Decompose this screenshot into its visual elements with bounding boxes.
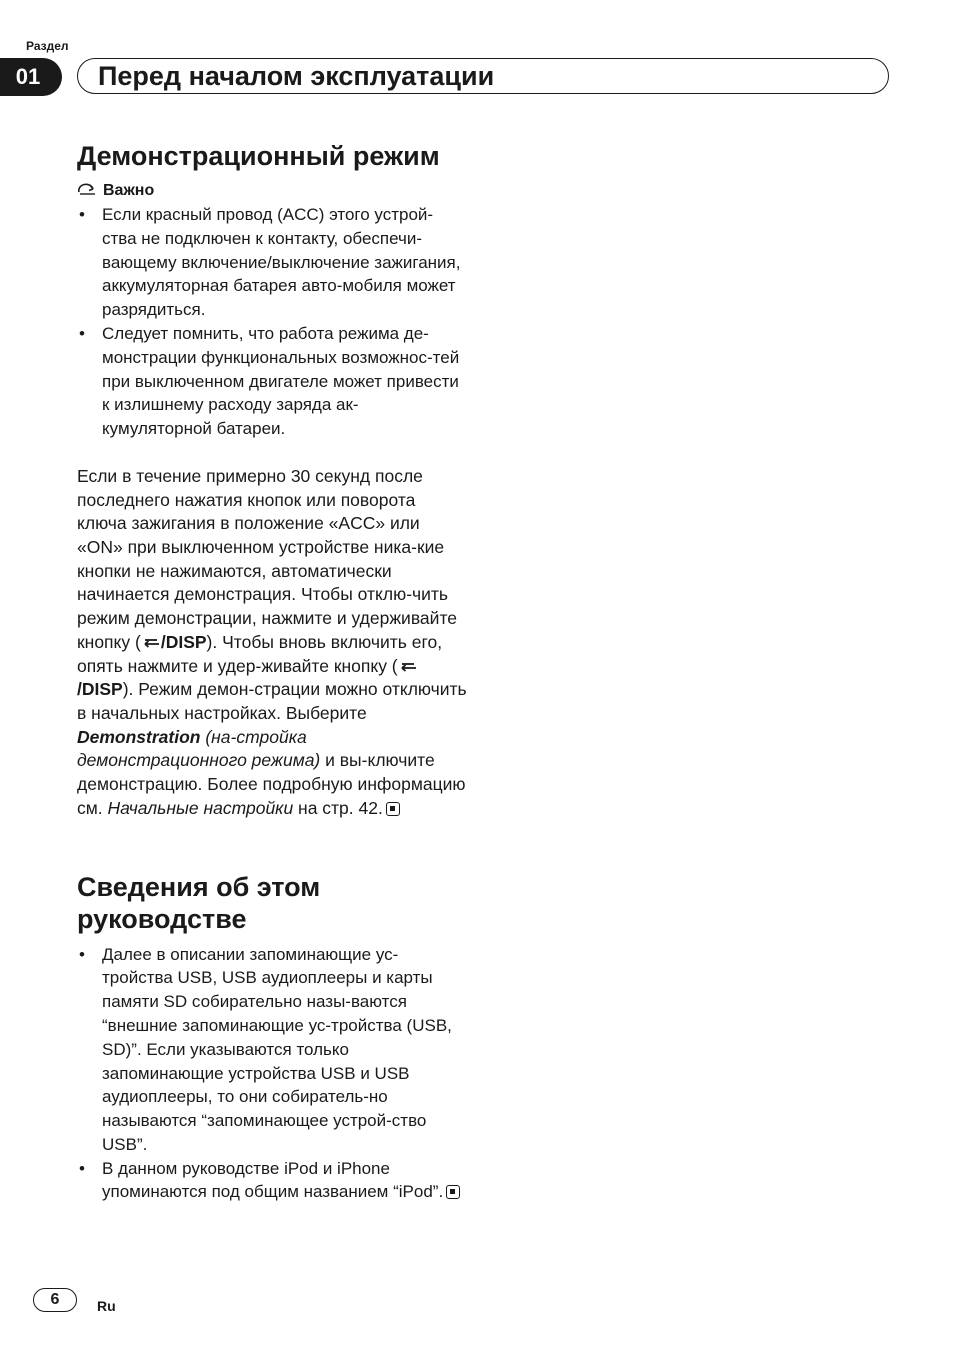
demonstration-setting-desc: (на-стройка демонстрационного режима) — [77, 726, 321, 771]
demo-bullet-list — [77, 203, 467, 441]
important-icon — [77, 183, 97, 199]
text-run: ). Чтобы вновь включить его, опять нажмите и удер-живайте кнопку ( — [77, 631, 443, 676]
section-number-badge: 01 — [0, 58, 62, 96]
list-item: • Следует помнить, что работа режима де-монстрации функциональных возможнос-тей при выключенном двигателе может привести к излишнему расходу заряда ак-кумуляторной батареи. — [77, 322, 467, 441]
initial-settings-reference: Начальные настройки — [107, 797, 294, 818]
end-of-section-icon — [386, 802, 400, 816]
back-arrow-icon — [141, 636, 161, 650]
text-run: и вы-ключите демонстрацию. Более подробную информацию см. — [77, 750, 466, 818]
important-note — [77, 182, 467, 200]
demonstration-setting: Demonstration — [77, 726, 201, 747]
important-label: Важно — [103, 182, 155, 199]
text-run: Если в течение примерно 30 секунд после последнего нажатия кнопок или поворота ключа зажигания в положение «ACC» или «ON» при выключенном устройстве ника-кие кнопки не нажимаются, автоматически начинается демонстрация. Чтобы отклю-чить режим демонстрации, нажмите и удерживайте кнопку ( — [77, 465, 457, 652]
list-item: • Если красный провод (ACC) этого устрой-ства не подключен к контакту, обеспечи-вающему включение/выключение зажигания, аккумуляторная батарея авто-мобиля может разрядиться. — [77, 203, 467, 322]
content-column — [77, 140, 467, 1204]
guide-bullet-list — [77, 943, 467, 1205]
list-item: • Далее в описании запоминающие ус-тройства USB, USB аудиоплееры и карты памяти SD собирательно назы-ваются “внешние запоминающие ус-тройства (USB, SD)”. Если указываются только запоминающие устройства USB и USB аудиоплееры, то они собиратель-но называются “запоминающее устрой-ство USB”. — [77, 943, 467, 1157]
back-arrow-icon — [398, 660, 418, 674]
section-title: Перед началом эксплуатации — [98, 61, 495, 91]
text-run: ). Режим демон-страции можно отключить в начальных настройках. Выберите — [77, 679, 467, 723]
text-run: на стр. 42. — [293, 797, 383, 818]
list-item-text: В данном руководстве iPod и iPhone упоминаются под общим названием “iPod”. — [102, 1158, 444, 1202]
list-item — [77, 1157, 467, 1205]
section-label: Раздел — [26, 39, 69, 53]
demo-mode-heading: Демонстрационный режим — [77, 141, 440, 171]
demo-description — [77, 465, 467, 821]
language-code: Ru — [97, 1298, 116, 1314]
page-number: 6 — [33, 1288, 77, 1312]
manual-info-heading: Сведения об этом руководстве — [77, 871, 321, 934]
disp-button-label: /DISP — [160, 631, 207, 652]
disp-button-label: /DISP — [77, 679, 123, 700]
end-of-section-icon — [446, 1185, 460, 1199]
